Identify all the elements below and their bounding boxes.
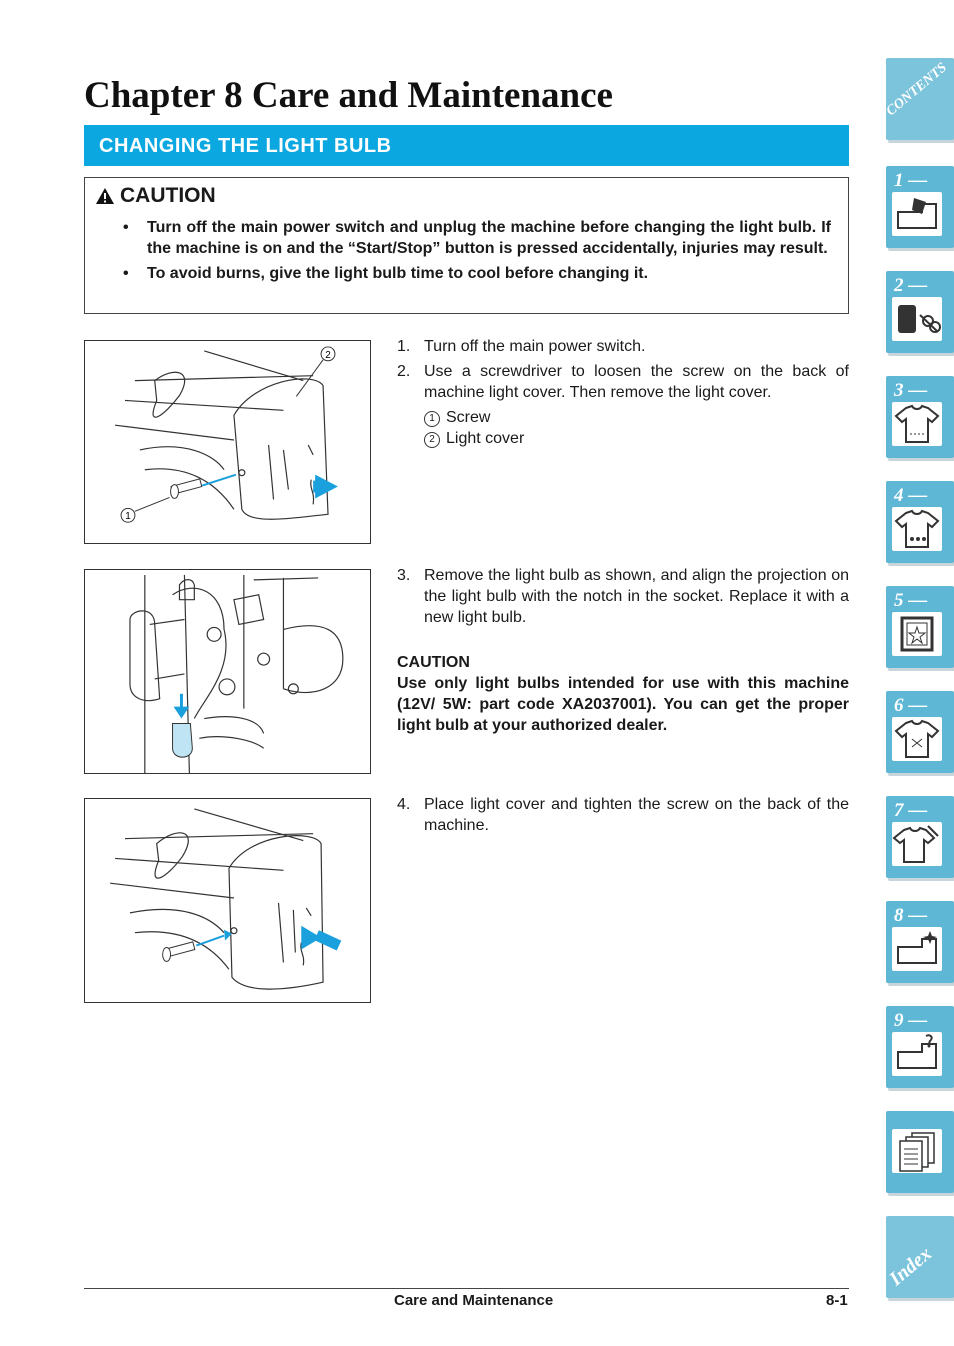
step-4: 4. Place light cover and tighten the screw on the back of the machine. <box>397 796 849 834</box>
caution-heading-text: CAUTION <box>120 184 216 207</box>
chapter-tabs <box>883 0 954 1346</box>
steps-block-1 <box>397 336 849 449</box>
caution-heading <box>95 184 216 208</box>
tab-chapter-2[interactable]: 2 — <box>886 271 954 353</box>
step-1: 1. Turn off the main power switch. <box>397 338 646 355</box>
caution-item: • Turn off the main power switch and unplug the machine before changing the light bulb. If the machine is on and the “Start/Stop” button is pressed accidentally, injuries may result. <box>121 218 831 259</box>
footer-divider <box>84 1288 849 1289</box>
tab-chapter-1[interactable]: 1 — <box>886 166 954 248</box>
shirt-stitch-icon <box>892 402 942 446</box>
callout-light-cover: 2 <box>325 349 331 361</box>
caution-box <box>84 177 849 314</box>
shirt-needle-icon <box>892 822 942 866</box>
shirt-abc-icon <box>892 507 942 551</box>
shirt-pattern-icon <box>892 717 942 761</box>
steps-block-3 <box>397 794 849 840</box>
tab-chapter-6[interactable]: 6 — <box>886 691 954 773</box>
step-3: 3. Remove the light bulb as shown, and align the projection on the light bulb with the notch in the socket. Replace it with a new light bulb. <box>397 567 849 626</box>
step-3-caution-heading: CAUTION <box>397 654 470 671</box>
machine-question-icon <box>892 1032 942 1076</box>
chapter-title: Chapter 8 Care and Maintenance <box>84 75 613 116</box>
warning-triangle-icon <box>95 187 115 205</box>
tab-chapter-5[interactable]: 5 — <box>886 586 954 668</box>
figure-remove-light-cover <box>84 340 371 544</box>
tab-chapter-9[interactable]: 9 — <box>886 1006 954 1088</box>
tab-contents-label: CONTENTS <box>883 60 950 120</box>
tab-documents[interactable] <box>886 1111 954 1193</box>
sewing-machine-hand-icon <box>892 192 942 236</box>
thread-scissors-icon <box>892 297 942 341</box>
figure-replace-bulb <box>84 569 371 774</box>
caution-item: • To avoid burns, give the light bulb time to cool before changing it. <box>121 264 831 285</box>
footer-page-number: 8-1 <box>826 1292 848 1309</box>
embroidery-frame-icon <box>892 612 942 656</box>
tab-contents[interactable] <box>883 58 954 140</box>
steps-block-2 <box>397 565 849 736</box>
callout-screw: 1 <box>125 511 131 523</box>
tab-chapter-3[interactable]: 3 — <box>886 376 954 458</box>
part-screw: 1 Screw <box>397 407 849 428</box>
tab-index-label: Index <box>885 1242 936 1291</box>
figure-attach-light-cover <box>84 798 371 1003</box>
footer-title: Care and Maintenance <box>394 1292 554 1309</box>
machine-sparkle-icon <box>892 927 942 971</box>
section-heading: CHANGING THE LIGHT BULB <box>84 125 849 166</box>
tab-chapter-4[interactable]: 4 — <box>886 481 954 563</box>
step-3-caution-text: Use only light bulbs intended for use with this machine (12V/ 5W: part code XA2037001). You can get the proper light bulb at your authorized dealer. <box>397 675 849 734</box>
part-light-cover: 2 Light cover <box>397 428 849 449</box>
tab-chapter-8[interactable]: 8 — <box>886 901 954 983</box>
documents-icon <box>892 1129 942 1173</box>
step-2: 2. Use a screwdriver to loosen the screw on the back of machine light cover. Then remove the light cover. <box>397 363 849 401</box>
tab-chapter-7[interactable]: 7 — <box>886 796 954 878</box>
tab-index[interactable] <box>886 1216 954 1298</box>
